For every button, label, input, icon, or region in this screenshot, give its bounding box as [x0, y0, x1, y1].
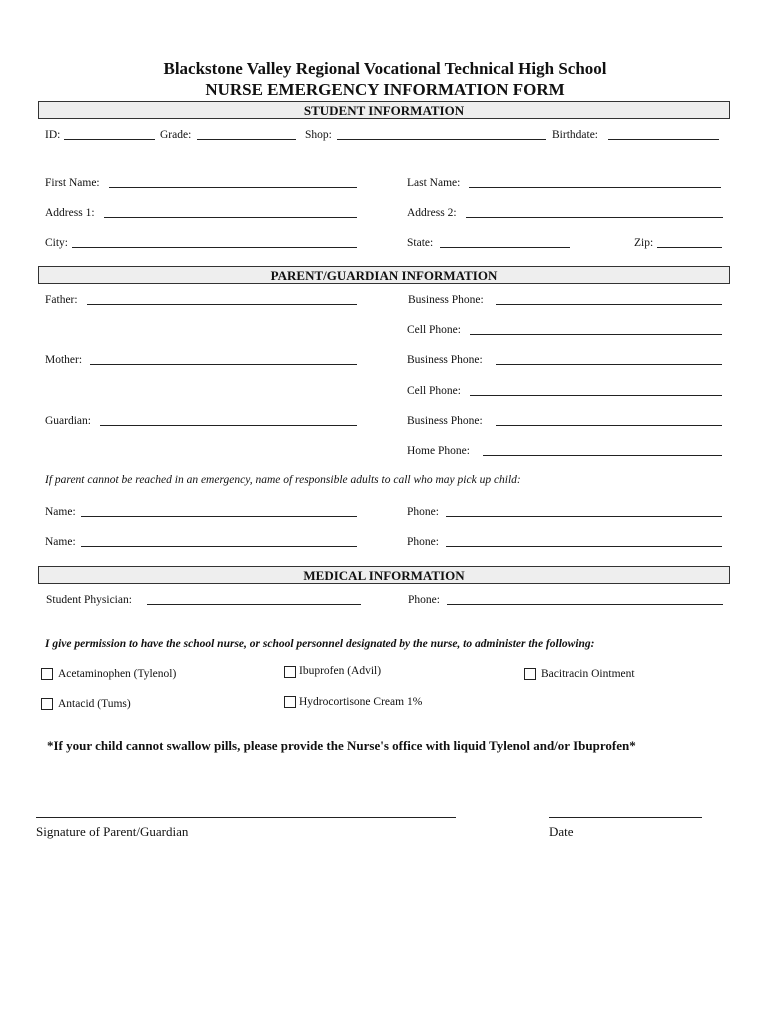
city-label: City: [45, 237, 69, 249]
city-field[interactable] [72, 247, 357, 248]
father-business-phone-field[interactable] [496, 304, 722, 305]
section-student-information: STUDENT INFORMATION [38, 101, 730, 119]
antacid-label: Antacid (Tums) [58, 698, 131, 710]
emergency-contact-note: If parent cannot be reached in an emergency, name of responsible adults to call who may pick up child: [45, 474, 521, 486]
physician-label: Student Physician: [46, 594, 132, 606]
ibuprofen-checkbox[interactable] [284, 666, 296, 678]
address2-label: Address 2: [407, 207, 457, 219]
emergency-phone1-field[interactable] [446, 516, 722, 517]
emergency-name2-label: Name: [45, 536, 76, 548]
date-field[interactable] [549, 817, 702, 818]
father-cell-phone-field[interactable] [470, 334, 722, 335]
section-parent-guardian-information: PARENT/GUARDIAN INFORMATION [38, 266, 730, 284]
first-name-label: First Name: [45, 177, 100, 189]
first-name-field[interactable] [109, 187, 357, 188]
date-label: Date [549, 824, 574, 839]
liquid-medication-note: *If your child cannot swallow pills, please provide the Nurse's office with liquid Tylenol and/or Ibuprofen* [47, 738, 636, 753]
shop-label: Shop: [305, 129, 332, 141]
acetaminophen-checkbox[interactable] [41, 668, 53, 680]
birthdate-field[interactable] [608, 139, 719, 140]
physician-phone-label: Phone: [408, 594, 440, 606]
permission-statement: I give permission to have the school nurse, or school personnel designated by the nurse, to administer the following: [45, 638, 595, 650]
bacitracin-checkbox[interactable] [524, 668, 536, 680]
address1-label: Address 1: [45, 207, 95, 219]
bacitracin-label: Bacitracin Ointment [541, 668, 635, 680]
last-name-label: Last Name: [407, 177, 461, 189]
mother-cell-phone-label: Cell Phone: [407, 385, 461, 397]
emergency-name2-field[interactable] [81, 546, 357, 547]
birthdate-label: Birthdate: [552, 129, 598, 141]
mother-field[interactable] [90, 364, 357, 365]
emergency-phone2-label: Phone: [407, 536, 439, 548]
guardian-home-phone-field[interactable] [483, 455, 722, 456]
mother-business-phone-field[interactable] [496, 364, 722, 365]
zip-field[interactable] [657, 247, 722, 248]
address2-field[interactable] [466, 217, 723, 218]
grade-field[interactable] [197, 139, 296, 140]
father-cell-phone-label: Cell Phone: [407, 324, 461, 336]
signature-label: Signature of Parent/Guardian [36, 824, 189, 839]
ibuprofen-label: Ibuprofen (Advil) [299, 665, 382, 677]
guardian-business-phone-field[interactable] [496, 425, 722, 426]
address1-field[interactable] [104, 217, 357, 218]
state-field[interactable] [440, 247, 570, 248]
emergency-phone1-label: Phone: [407, 506, 439, 518]
mother-label: Mother: [45, 354, 83, 366]
last-name-field[interactable] [469, 187, 721, 188]
id-field[interactable] [64, 139, 155, 140]
grade-label: Grade: [160, 129, 192, 141]
state-label: State: [407, 237, 434, 249]
id-label: ID: [45, 129, 61, 141]
guardian-business-phone-label: Business Phone: [407, 415, 483, 427]
emergency-name1-field[interactable] [81, 516, 357, 517]
guardian-field[interactable] [100, 425, 357, 426]
guardian-label: Guardian: [45, 415, 91, 427]
emergency-phone2-field[interactable] [446, 546, 722, 547]
father-label: Father: [45, 294, 78, 306]
hydrocortisone-checkbox[interactable] [284, 696, 296, 708]
signature-field[interactable] [36, 817, 456, 818]
emergency-name1-label: Name: [45, 506, 76, 518]
father-field[interactable] [87, 304, 357, 305]
shop-field[interactable] [337, 139, 546, 140]
guardian-home-phone-label: Home Phone: [407, 445, 470, 457]
physician-field[interactable] [147, 604, 361, 605]
father-business-phone-label: Business Phone: [408, 294, 484, 306]
mother-business-phone-label: Business Phone: [407, 354, 483, 366]
form-title: NURSE EMERGENCY INFORMATION FORM [205, 80, 565, 99]
physician-phone-field[interactable] [447, 604, 723, 605]
antacid-checkbox[interactable] [41, 698, 53, 710]
mother-cell-phone-field[interactable] [470, 395, 722, 396]
acetaminophen-label: Acetaminophen (Tylenol) [58, 668, 177, 680]
section-medical-information: MEDICAL INFORMATION [38, 566, 730, 584]
hydrocortisone-label: Hydrocortisone Cream 1% [299, 696, 423, 708]
zip-label: Zip: [634, 237, 654, 249]
school-name: Blackstone Valley Regional Vocational Technical High School [163, 59, 607, 78]
